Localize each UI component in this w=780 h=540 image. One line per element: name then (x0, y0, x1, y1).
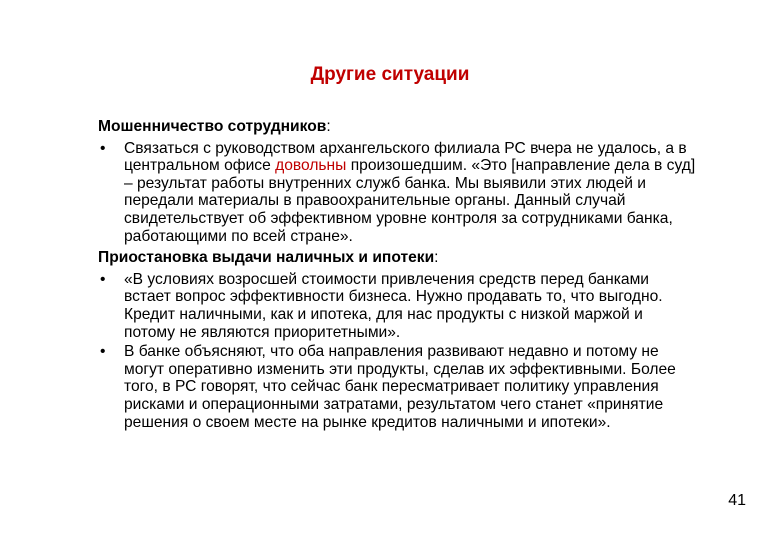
bullet-marker: • (100, 343, 106, 361)
bullet-suspension-2-text: В банке объясняют, что оба направления развивают недавно и потому не могут оперативно изменить эти продукты, сделав их эффективными. Более того, в РС говорят, что сейчас банк пересматривает политику управления рисками и операционными затратами, результатом чего станет «принятие решения о своем месте на рынке кредитов наличными и ипотеки». (124, 343, 676, 431)
section-heading-fraud (98, 116, 698, 138)
bullet-fraud-1-text-after: произошедшим. «Это [направление дела в суд] – результат работы внутренних служб банка. Мы выявили этих людей и передали материалы в правоохранительные органы. Данный случай свидетельствует об эффективном уровне контроля за сотрудниками банка, работающими по всей стране». (124, 157, 696, 245)
page-number: 41 (728, 492, 746, 509)
slide-content (98, 116, 698, 433)
section-heading-suspension-text: Приостановка выдачи наличных и ипотеки (98, 249, 435, 267)
bullet-marker: • (100, 270, 106, 288)
section-heading-fraud-colon: : (326, 118, 331, 135)
slide-title: Другие ситуации (310, 64, 470, 85)
bullet-fraud-1-text-before: Связаться с руководством архангельского филиала РС вчера не удалось, а в центральном офисе (124, 139, 687, 175)
section-heading-fraud-text: Мошенничество сотрудников (98, 118, 327, 135)
bullet-marker: • (100, 139, 106, 157)
bullet-suspension-1 (98, 271, 698, 341)
bullet-fraud-1 (98, 140, 698, 246)
section-heading-suspension-colon: : (434, 249, 439, 267)
bullet-suspension-1-text: «В условиях возросшей стоимости привлечения средств перед банками встает вопрос эффективности бизнеса. Нужно продавать то, что выгодно. Кредит наличными, как и ипотека, для нас продукты с низкой маржой и потому не являются приоритетными». (124, 270, 663, 341)
section-heading-suspension (98, 247, 698, 269)
bullet-suspension-2 (98, 343, 698, 431)
bullet-fraud-1-highlight: довольны (275, 157, 347, 175)
